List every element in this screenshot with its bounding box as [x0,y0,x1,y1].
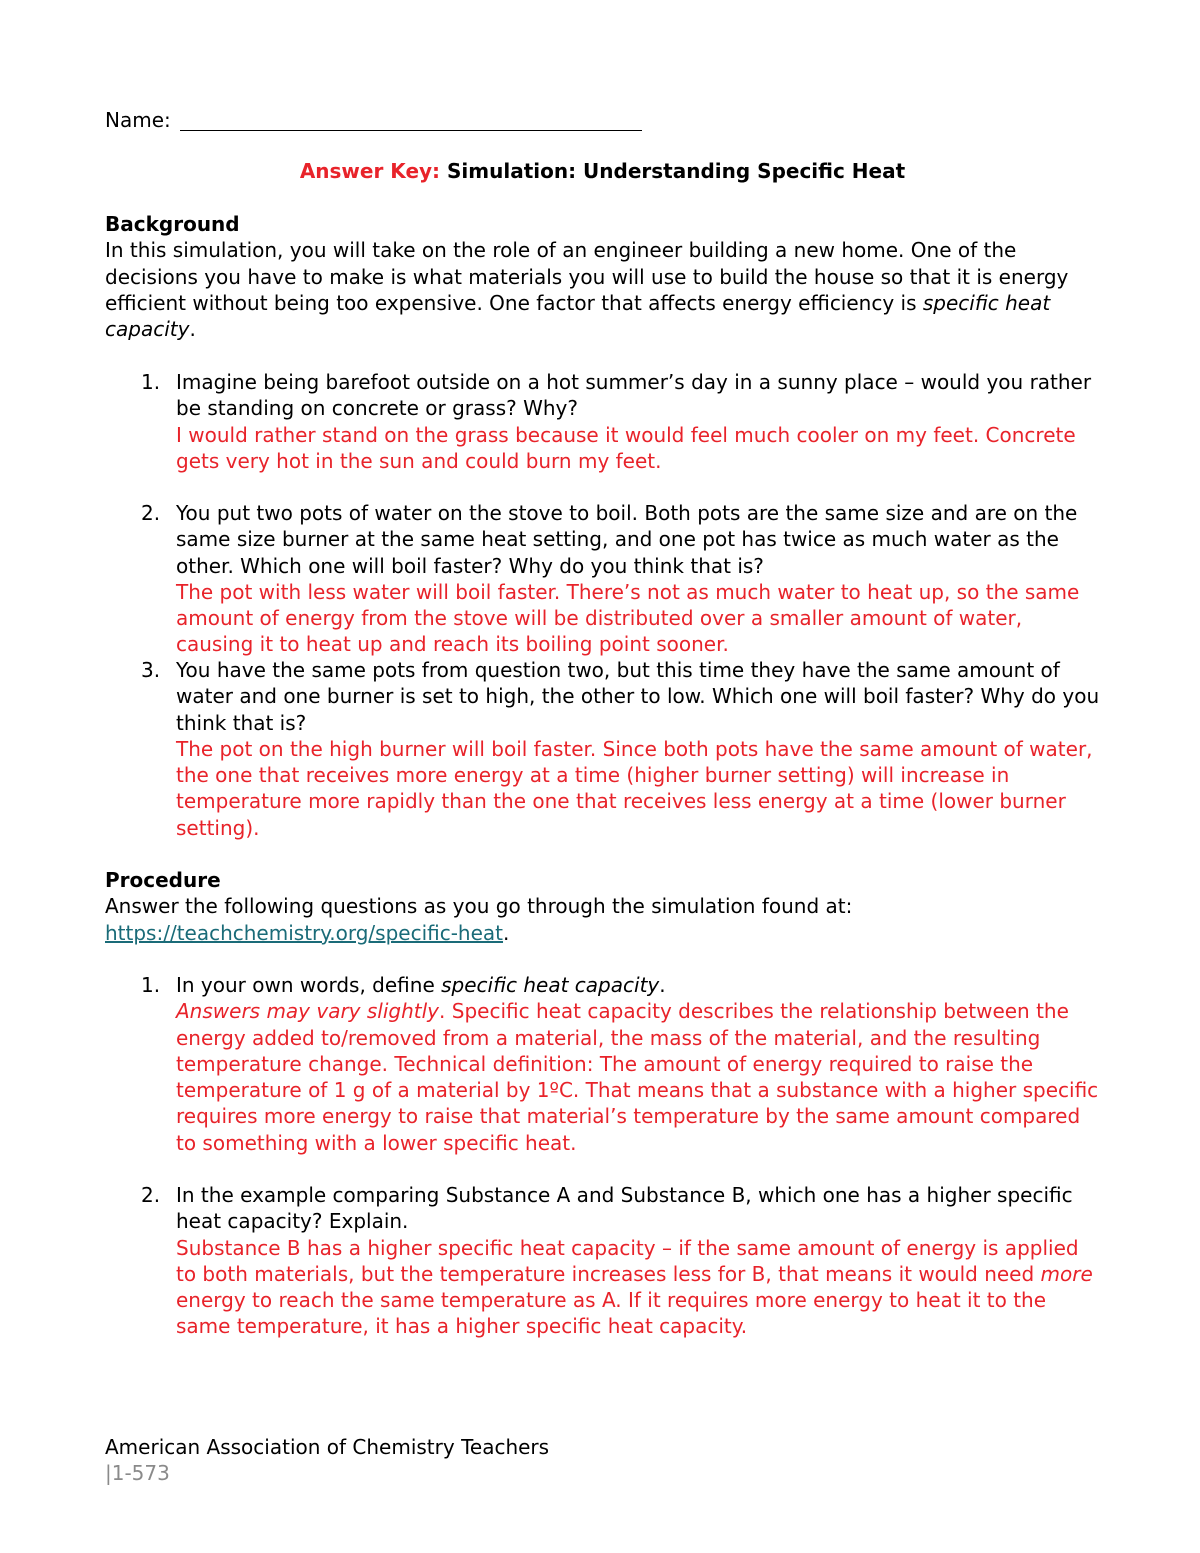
simulation-link[interactable]: https://teachchemistry.org/specific-heat [105,920,504,945]
list-item [105,972,1100,1156]
name-label: Name: [105,108,171,132]
list-number: 2. [141,1183,161,1207]
footer-page-number: |1-573 [105,1461,170,1486]
list-item [105,657,1100,841]
list-item [105,1182,1100,1340]
background-question-1 [105,369,1100,474]
name-field-row [105,107,642,133]
question-text: Imagine being barefoot outside on a hot summer’s day in a sunny place – would you rather be standing on concrete or grass? Why? [176,370,1092,421]
answer-text: The pot with less water will boil faster. There’s not as much water to heat up, so the same amount of energy from the stove will be distributed over a smaller amount of water, causing it to heat up and reach its boiling point sooner. [176,579,1080,657]
list-number: 3. [141,658,161,682]
name-blank-line[interactable] [180,130,642,131]
background-section [105,211,1100,342]
procedure-intro: Answer the following questions as you go through the simulation found at: [105,894,853,919]
procedure-question-1 [105,972,1100,1156]
list-number: 1. [141,370,161,394]
background-heading: Background [105,212,240,236]
answer-text: Answers may vary slightly. Specific heat capacity describes the relationship between the energy added to/removed from a material, the mass of the material, and the resulting temperature change. Technical definition: The amount of energy required to raise the temperature of 1 g of a material by 1ºC. That means that a substance with a higher specific requires more energy to raise that material’s temperature by the same amount compared to something with a lower specific heat. [176,999,1099,1155]
background-question-3 [105,657,1100,841]
background-emphasis: specific heat capacity [105,290,1051,342]
page-footer [105,1434,549,1487]
question-text: You have the same pots from question two, but this time they have the same amount of water and one burner is set to high, the other to low. Which one will boil faster? Why do you think that is? [176,658,1100,735]
title-main: Simulation: Understanding Specific Heat [440,159,906,183]
list-number: 2. [141,501,161,525]
footer-organization: American Association of Chemistry Teachers [105,1435,550,1459]
background-question-2 [105,500,1100,658]
title-answer-key: Answer Key: [299,159,441,183]
question-text: In the example comparing Substance A and Substance B, which one has a higher specific heat capacity? Explain. [176,1183,1073,1234]
question-text: You put two pots of water on the stove to boil. Both pots are the same size and are on the same size burner at the same heat setting, and one pot has twice as much water as the other. Which one will boil faster? Why do you think that is? [176,501,1078,578]
answer-text: The pot on the high burner will boil faster. Since both pots have the same amount of water, the one that receives more energy at a time (higher burner setting) will increase in temperature more rapidly than the one that receives less energy at a time (lower burner setting). [176,736,1093,840]
procedure-heading: Procedure [105,868,221,892]
list-item [105,500,1100,658]
question-text: In your own words, define specific heat capacity. [176,973,666,997]
list-number: 1. [141,973,161,997]
procedure-section [105,867,1100,946]
procedure-question-2 [105,1182,1100,1340]
background-paragraph: In this simulation, you will take on the role of an engineer building a new home. One of the decisions you have to make is what materials you will use to build the house so that it is energy efficient without being too expensive. One factor that affects energy efficiency is specific heat capacity. [105,238,1069,342]
list-item [105,369,1100,474]
procedure-link-line: https://teachchemistry.org/specific-heat. [105,920,510,945]
answer-text: Substance B has a higher specific heat capacity – if the same amount of energy is applied to both materials, but the temperature increases less for B, that means it would need more energy to reach the same temperature as A. If it requires more energy to heat it to the same temperature, it has a higher specific heat capacity. [176,1235,1093,1339]
document-title [105,158,1100,184]
answer-text: I would rather stand on the grass because it would feel much cooler on my feet. Concrete gets very hot in the sun and could burn my feet. [176,422,1076,473]
